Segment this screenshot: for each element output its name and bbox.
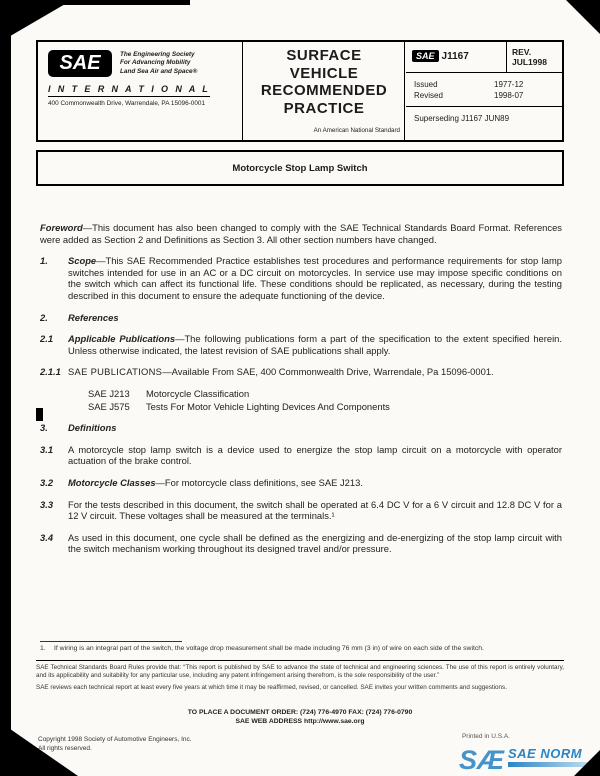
rights-line: All rights reserved. <box>38 744 92 752</box>
section-number: 3. <box>40 422 48 434</box>
sae-logo <box>48 50 112 77</box>
section-text: —Available From SAE, 400 Commonwealth Drive, Warrendale, Pa 15096-0001. <box>162 366 494 378</box>
doc-type-line-1: SURFACE <box>286 47 362 64</box>
header-divider-2 <box>404 42 405 140</box>
publication-title: Motorcycle Classification <box>146 387 250 399</box>
paragraph-foreword <box>40 222 562 245</box>
paragraph-3-4 <box>40 532 562 555</box>
section-number: 3.1 <box>40 443 54 455</box>
header-divider-1 <box>242 42 243 140</box>
rev-date: JUL1998 <box>512 57 547 67</box>
sae-norm-watermark <box>459 746 594 774</box>
paragraph-3-2 <box>40 477 562 489</box>
section-text: For the tests described in this document, the switch shall be operated at 6.4 DC V for a 6 V circuit and 12.8 DC V for a 12 V circuit. These voltages shall be measured at the terminals.¹ <box>68 498 562 522</box>
heading-definitions <box>40 422 562 434</box>
section-label: Scope <box>68 255 97 267</box>
scan-artifact-change-bar <box>36 408 43 421</box>
order-info <box>0 708 600 726</box>
publisher-address: 400 Commonwealth Drive, Warrendale, PA 15096-0001 <box>48 100 206 107</box>
sae-logo-text: SAE <box>59 52 101 74</box>
scan-artifact-top-left <box>0 0 72 42</box>
logo-tagline-1: The Engineering Society <box>120 51 195 58</box>
footnote <box>40 645 562 652</box>
section-number: 2. <box>40 311 48 323</box>
section-text: —The following publications form a part of the specification to the extent specified herein. Unless otherwise indicated, the latest revision of SAE publications shall apply. <box>68 333 563 356</box>
paragraph-applicable-publications <box>40 333 562 356</box>
heading-references <box>40 312 562 324</box>
section-text: A motorcycle stop lamp switch is a device used to energize the stop lamp circuit on a motorcycle with operator actuation of the brake control. <box>68 443 562 467</box>
paragraph-sae-publications <box>40 366 562 378</box>
doc-type-line-2: VEHICLE <box>289 64 359 82</box>
section-number: 3.2 <box>40 476 54 488</box>
document-code <box>412 50 469 62</box>
section-number: 1. <box>40 255 48 267</box>
scan-artifact-top-right <box>566 0 600 34</box>
legal-paragraph-1: SAE Technical Standards Board Rules provide that: “This report is published by SAE to advance the state of technical and engineering sciences. The use of this report is entirely voluntary, and its applicability and suitability for any particular use, including any patent infringement arising therefrom, is the sole responsibility of the user.” <box>36 664 564 679</box>
rev-label: REV. <box>512 47 532 57</box>
document-code-block <box>406 42 562 140</box>
publication-list <box>40 388 562 412</box>
document-title-box <box>36 150 564 186</box>
foreword-label: Foreword <box>40 222 83 233</box>
section-label: Definitions <box>68 422 117 434</box>
copyright-block <box>38 736 192 753</box>
revised-label: Revised <box>414 91 443 100</box>
header-rule-1 <box>406 72 562 73</box>
issued-label: Issued <box>414 80 438 89</box>
paragraph-scope <box>40 255 562 301</box>
section-label: References <box>68 311 119 323</box>
section-label: Motorcycle Classes <box>68 476 156 488</box>
doc-type-line-4: PRACTICE <box>283 99 365 117</box>
section-label: Applicable Publications <box>68 333 176 345</box>
sae-mini-logo: SAE <box>412 50 439 62</box>
international-label: I N T E R N A T I O N A L <box>48 84 210 97</box>
national-standard-note: An American National Standard <box>313 127 400 134</box>
issued-date: 1977-12 <box>494 80 524 89</box>
publication-item <box>88 388 562 400</box>
legal-notice <box>36 664 564 695</box>
footnote-number: 1. <box>40 645 46 652</box>
logo-tagline-3: Land Sea Air and Space® <box>120 67 198 75</box>
watermark-text-block <box>508 746 594 767</box>
document-type-block <box>244 42 404 140</box>
web-address: SAE WEB ADDRESS http://www.sae.org <box>235 718 365 725</box>
document-number: J1167 <box>441 50 469 62</box>
doc-type-line-3: RECOMMENDED <box>260 82 388 99</box>
legal-paragraph-2: SAE reviews each technical report at least every five years at which time it may be reaffirmed, revised, or cancelled. SAE invites your written comments and suggestions. <box>36 683 507 691</box>
publication-code: SAE J575 <box>88 400 130 412</box>
logo-tagline-2: For Advancing Mobility <box>120 59 191 67</box>
publication-code: SAE J213 <box>88 387 130 399</box>
section-text: —This SAE Recommended Practice establishes test procedures and performance requirements for stop lamp switches intended for use in an AC or a DC circuit on motorcycles. In service use may impose specific conditions on the switch which can affect its functional life. These conditions should be replicated, as necessary, during the testing described in this document to ensure the adequate functioning of the device. <box>68 255 562 301</box>
section-text: —For motorcycle class definitions, see SAE J213. <box>155 476 363 488</box>
section-number: 3.3 <box>40 498 54 510</box>
section-number: 2.1.1 <box>40 366 61 378</box>
document-type <box>244 42 404 117</box>
section-text: As used in this document, one cycle shall be defined as the energizing and de-energizing of the stop lamp circuit with the switch mechanism working throughout its designed travel and/or pressure. <box>68 531 562 555</box>
copyright-line: Copyright 1998 Society of Automotive Engineers, Inc. <box>38 736 192 743</box>
paragraph-3-1 <box>40 444 562 467</box>
revision-block <box>512 47 547 67</box>
document-title: Motorcycle Stop Lamp Switch <box>232 162 368 174</box>
revised-date: 1998-07 <box>494 91 524 100</box>
printed-note: Printed in U.S.A. <box>461 733 510 740</box>
footnote-rule <box>40 641 182 642</box>
watermark-text: SAE NORM <box>508 746 583 761</box>
superseding-note: Superseding J1167 JUN89 <box>414 114 510 123</box>
section-number: 2.1 <box>40 333 54 345</box>
header-box <box>36 40 564 142</box>
watermark-bar <box>508 762 594 767</box>
section-number: 3.4 <box>40 531 54 543</box>
body-text <box>40 222 562 565</box>
foreword-text: —This document has also been changed to comply with the SAE Technical Standards Board Format. References were added as Section 2 and Definitions as Section 3. All other section numbers have changed. <box>40 222 562 245</box>
scan-artifact-left-edge <box>0 0 11 776</box>
footnote-text: If wiring is an integral part of the switch, the voltage drop measurement shall be made including 76 mm (3 in) of wire on each side of the switch. <box>54 645 484 652</box>
section-label: SAE PUBLICATIONS <box>68 366 163 378</box>
header-divider-3 <box>506 42 507 72</box>
order-line: TO PLACE A DOCUMENT ORDER: (724) 776-4970 FAX: (724) 776-0790 <box>187 709 413 716</box>
publisher-block <box>38 42 242 140</box>
publication-item <box>88 401 562 413</box>
publication-title: Tests For Motor Vehicle Lighting Devices And Components <box>146 400 390 412</box>
footer-rule <box>36 660 564 661</box>
watermark-sae-logo: SÆ <box>458 745 504 775</box>
logo-taglines <box>120 51 197 76</box>
scan-artifact-top-edge <box>58 0 190 5</box>
paragraph-3-3 <box>40 499 562 522</box>
header-rule-2 <box>406 106 562 107</box>
